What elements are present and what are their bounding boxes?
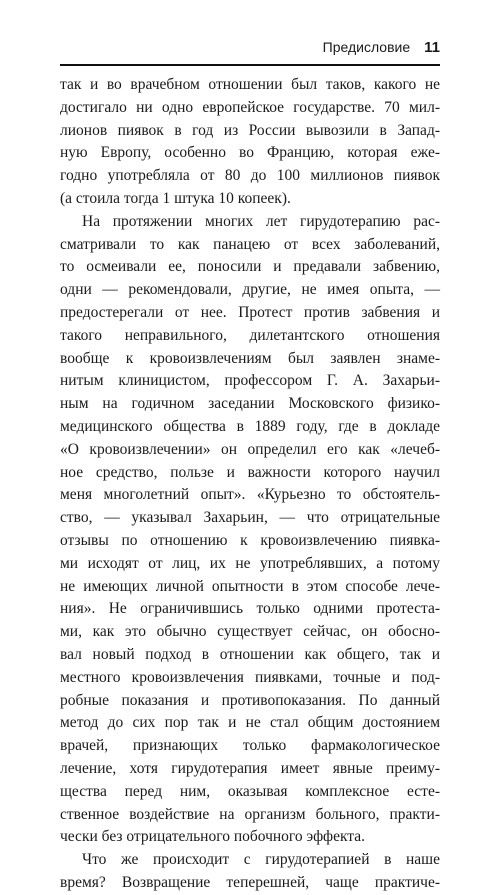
text-line: (а стоила тогда 1 штука 10 копеек). bbox=[60, 189, 291, 207]
text-line: лечение, хотя гирудотерапия имеет явные преиму- bbox=[60, 759, 440, 777]
text-line: одни — рекомендовали, другие, не имея опыта, — bbox=[60, 281, 440, 299]
text-line: Что же происходит с гирудотерапией в наше bbox=[82, 851, 440, 869]
text-line: ным на годичном заседании Московского физико- bbox=[60, 395, 440, 413]
paragraph bbox=[60, 74, 440, 211]
text-line: вообще к кровоизвлечениям был заявлен знаме- bbox=[60, 349, 440, 367]
header-rule bbox=[60, 64, 440, 66]
text-line: отзывы по отношению к кровоизвлечению пиявка- bbox=[60, 531, 440, 549]
text-line: то осмеивали ее, поносили и предавали забвению, bbox=[60, 258, 440, 276]
text-line: медицинского общества в 1889 году, где в докладе bbox=[60, 417, 440, 435]
body-text bbox=[60, 74, 440, 895]
text-line: так и во врачебном отношении был таков, какого не bbox=[60, 76, 440, 93]
text-line: ми исходят от лиц, их не употреблявших, а потому bbox=[60, 554, 440, 572]
text-line: ное средство, пользе и важности которого научил bbox=[60, 463, 440, 481]
text-line: время? Возвращение теперешней, чаще практиче- bbox=[60, 873, 440, 891]
text-line: робные показания и противопоказания. По данный bbox=[60, 691, 440, 709]
text-line: предостерегали от нее. Протест против забвения и bbox=[60, 303, 440, 321]
text-line: щества перед ним, оказывая комплексное есте- bbox=[60, 782, 440, 800]
text-line: ную Европу, особенно во Францию, которая еже- bbox=[60, 144, 440, 162]
text-line: местного кровоизвлечения пиявками, точные и под- bbox=[60, 668, 440, 686]
text-line: не имеющих личной опытности в этом способе лече- bbox=[60, 577, 440, 595]
text-line: «О кровоизвлечении» он определил его как «лечеб- bbox=[60, 440, 440, 458]
running-head bbox=[60, 36, 440, 58]
text-line: метод до сих пор так и не стал общим достоянием bbox=[60, 714, 440, 732]
text-line: На протяжении многих лет гирудотерапию рас- bbox=[82, 212, 440, 230]
text-line: такого неправильного, дилетантского отношения bbox=[60, 326, 440, 344]
text-line: врачей, признающих только фармакологическое bbox=[60, 737, 440, 755]
text-line: меня многолетний опыт». «Курьезно то обстоятель- bbox=[60, 486, 440, 504]
text-line: ственное воздействие на организм больного, практи- bbox=[60, 805, 440, 823]
text-line: чески без отрицательного побочного эффекта. bbox=[60, 828, 366, 846]
running-head-section-title: Предисловие bbox=[322, 39, 411, 55]
text-line: ство, — указывал Захарьин, — что отрицательные bbox=[60, 509, 440, 527]
paragraph bbox=[60, 211, 440, 849]
paragraph bbox=[60, 849, 440, 895]
text-line: ми, как это обычно существует сейчас, он обосно- bbox=[60, 623, 440, 641]
text-line: нитым клиницистом, профессором Г. А. Захарьи- bbox=[60, 372, 440, 390]
text-line: ния». Не ограничившись только одними протеста- bbox=[60, 600, 440, 618]
text-line: достигало ни одно европейское государстве. 70 мил- bbox=[60, 98, 440, 116]
text-line: лионов пиявок в год из России вывозили в Запад- bbox=[60, 121, 440, 139]
page-number: 11 bbox=[424, 38, 440, 56]
text-line: сматривали то как панацею от всех заболеваний, bbox=[60, 235, 440, 253]
text-line: вал новый подход в отношении как общего, так и bbox=[60, 645, 440, 663]
text-line: годно употребляла от 80 до 100 миллионов пиявок bbox=[60, 167, 440, 185]
